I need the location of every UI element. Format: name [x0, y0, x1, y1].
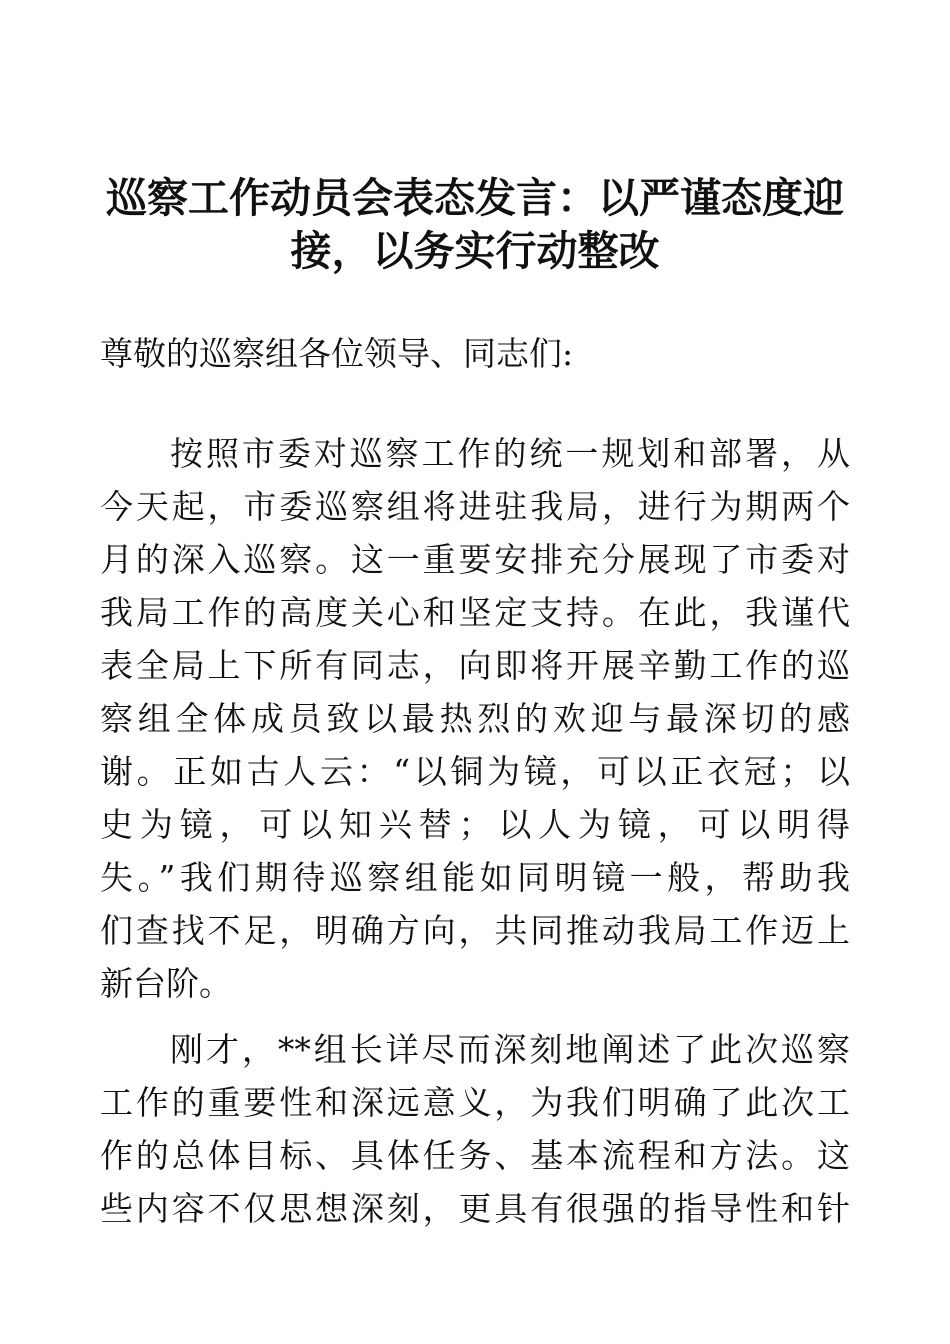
text-line: 些内容不仅思想深刻，更具有很强的指导性和针 — [100, 1189, 850, 1228]
text-line: 表全局上下所有同志，向即将开展辛勤工作的巡 — [100, 646, 850, 685]
text-line: 今天起，市委巡察组将进驻我局，进行为期两个 — [100, 487, 850, 526]
text-line: 新台阶。 — [100, 964, 232, 1003]
text-line: 察组全体成员致以最热烈的欢迎与最深切的感 — [100, 699, 850, 738]
paragraph-2 — [100, 1023, 850, 1235]
text-line: 失。”我们期待巡察组能如同明镜一般，帮助我 — [100, 858, 850, 897]
title-line: 接，以务实行动整改 — [290, 227, 660, 275]
text-line: 月的深入巡察。这一重要安排充分展现了市委对 — [100, 540, 850, 579]
text-line: 我局工作的高度关心和坚定支持。在此，我谨代 — [100, 593, 850, 632]
salutation: 尊敬的巡察组各位领导、同志们: — [100, 334, 574, 373]
text-line: 们查找不足，明确方向，共同推动我局工作迈上 — [100, 911, 850, 950]
text-line: 刚才，**组长详尽而深刻地阐述了此次巡察 — [170, 1030, 850, 1069]
text-line: 谢。正如古人云：“以铜为镜，可以正衣冠；以 — [100, 752, 850, 791]
text-line: 作的总体目标、具体任务、基本流程和方法。这 — [100, 1136, 850, 1175]
document-title — [100, 172, 850, 278]
paragraph-1 — [100, 427, 850, 1010]
text-line: 工作的重要性和深远意义，为我们明确了此次工 — [100, 1083, 850, 1122]
title-line: 巡察工作动员会表态发言：以严谨态度迎 — [106, 174, 844, 222]
text-line: 按照市委对巡察工作的统一规划和部署，从 — [170, 434, 850, 473]
text-line: 史为镜，可以知兴替；以人为镜，可以明得 — [100, 805, 850, 844]
